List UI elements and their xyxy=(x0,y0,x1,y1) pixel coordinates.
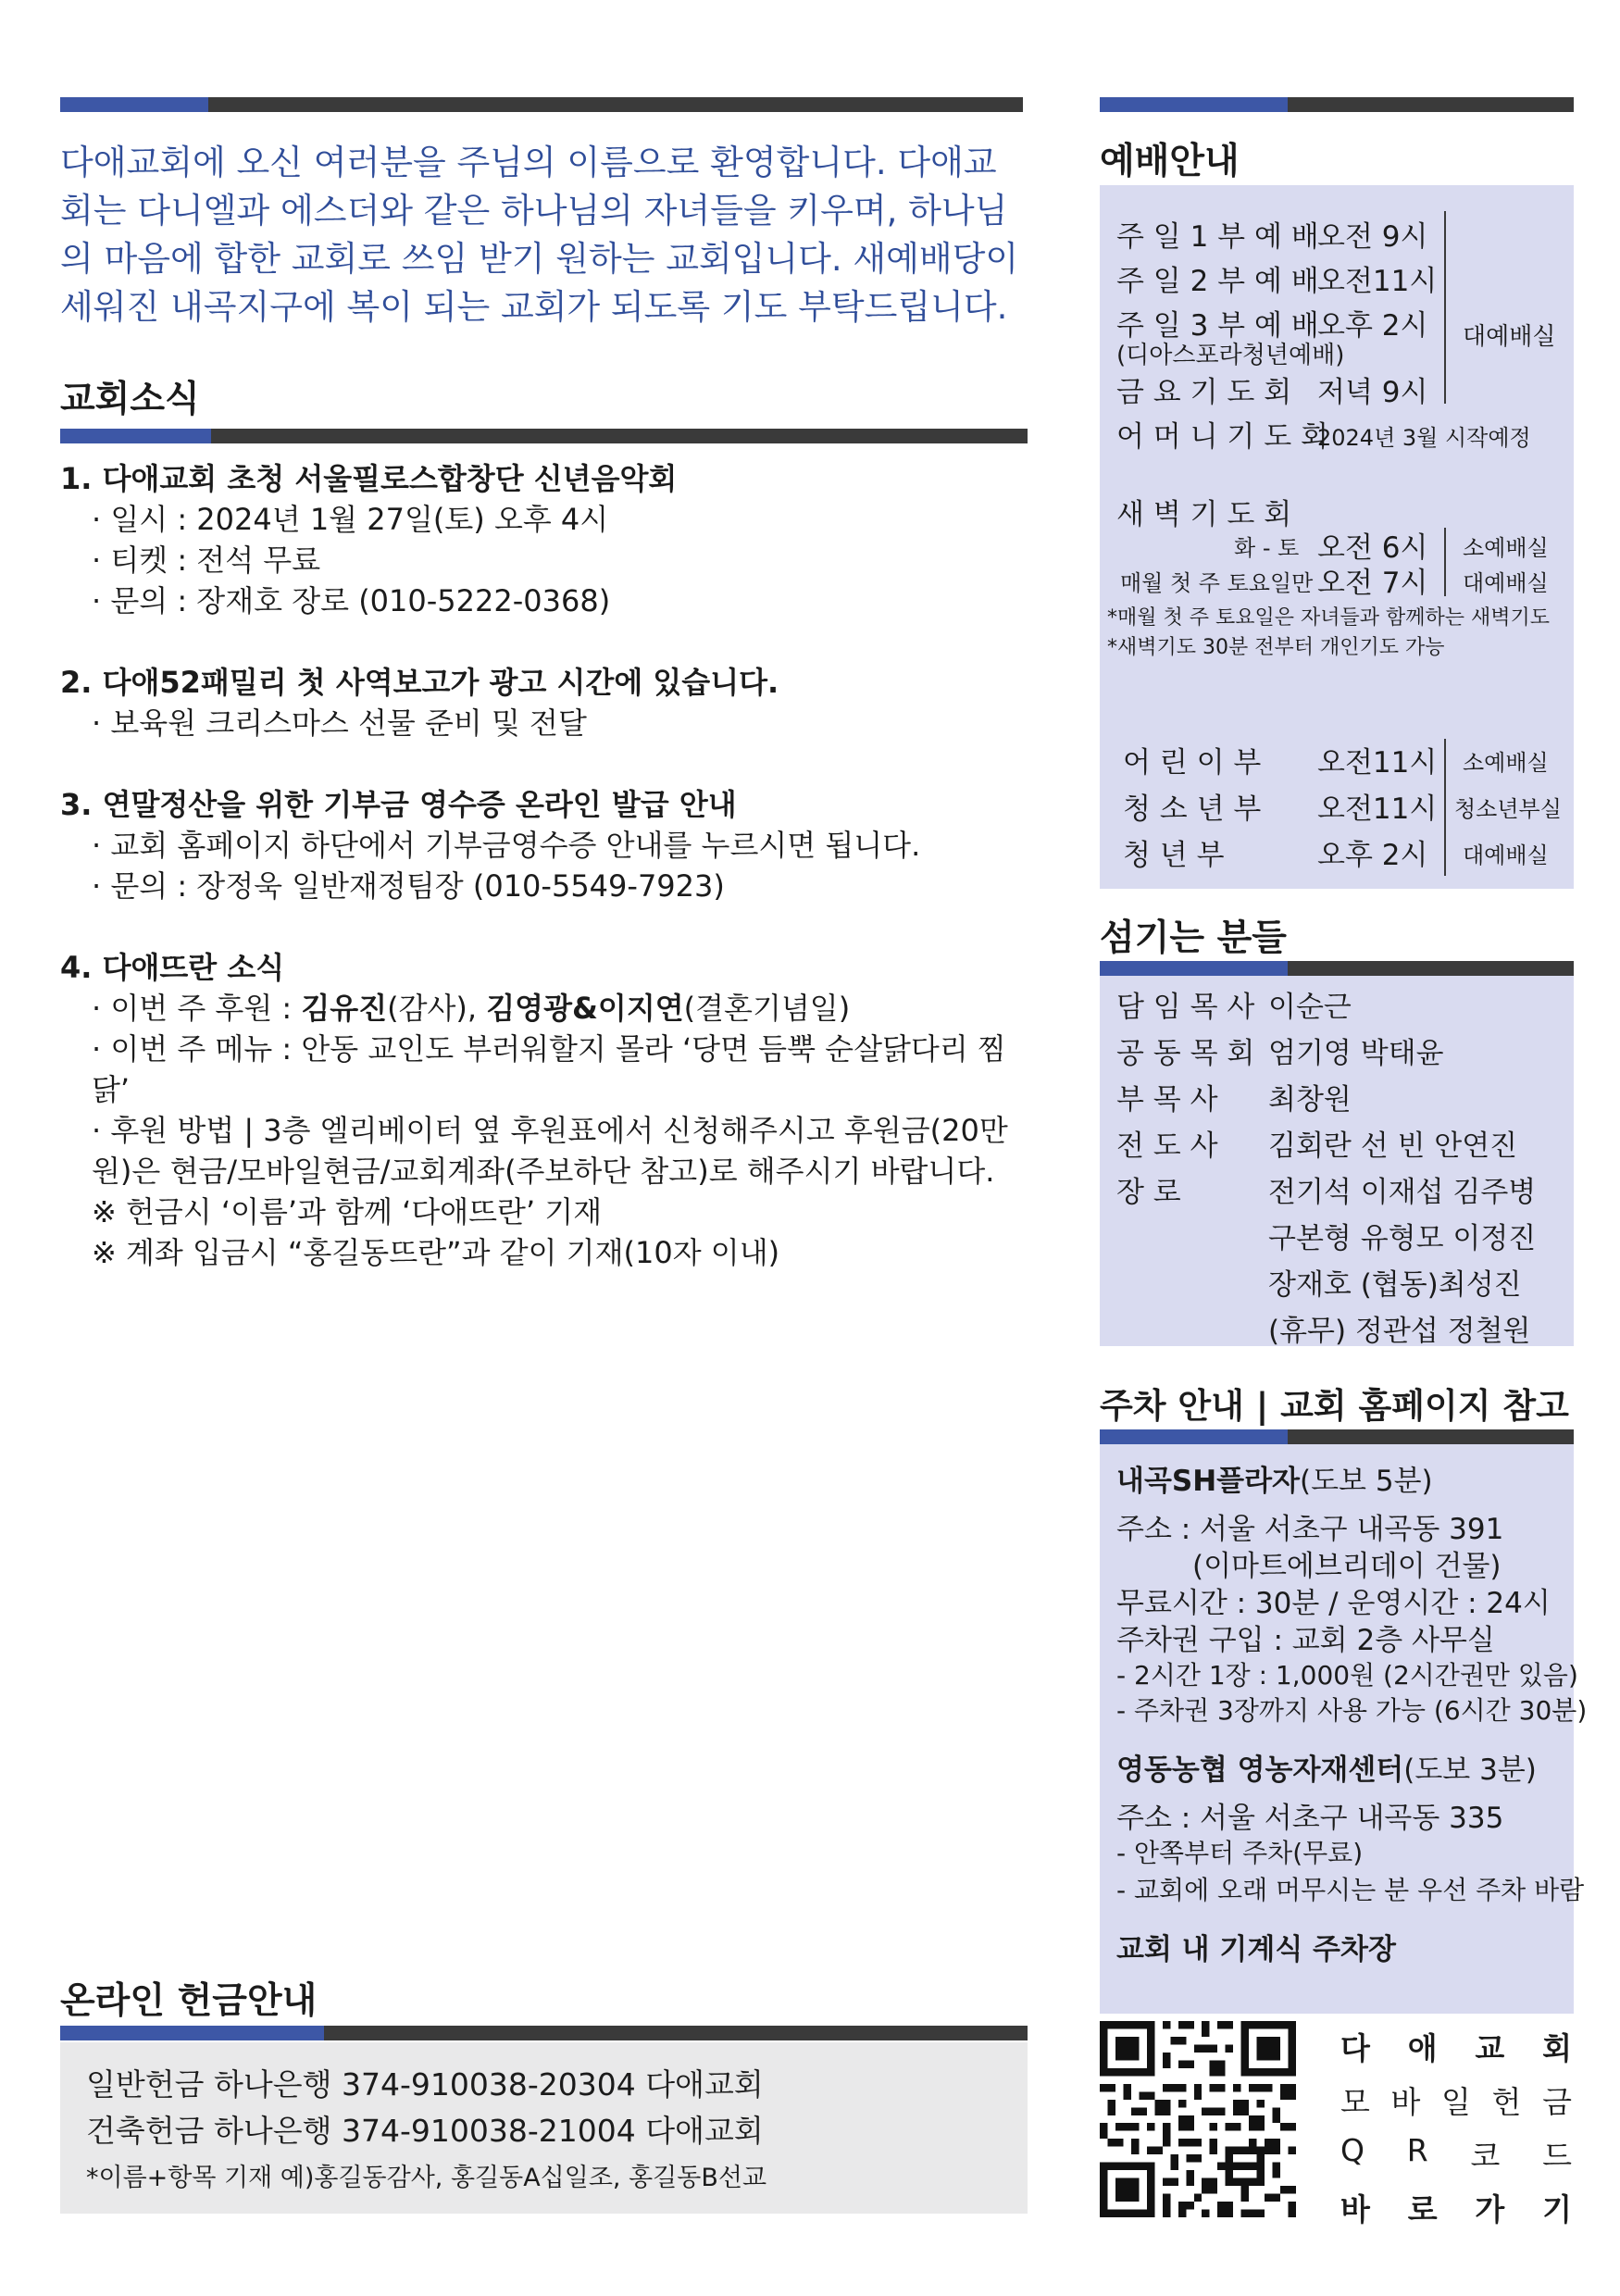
dept-time: 오후 2시 xyxy=(1317,839,1428,872)
server-names: 김회란 선 빈 안연진 xyxy=(1268,1129,1518,1163)
news-item-title: 2. 다애52패밀리 첫 사역보고가 광고 시간에 있습니다. xyxy=(60,665,779,700)
qr-caption-char: 드 xyxy=(1542,2138,1572,2174)
worship-place: 대예배실 xyxy=(1463,323,1556,351)
dept-place: 청소년부실 xyxy=(1454,796,1562,822)
divider xyxy=(1444,739,1446,876)
parking-lot-name: 내곡SH플라자 xyxy=(1116,1465,1301,1498)
servers-panel xyxy=(1100,976,1574,1346)
dawn-days: 화 - 토 xyxy=(1234,535,1300,561)
worship-name: 주 일 3 부 예 배 xyxy=(1116,309,1319,343)
worship-time: 오전 9시 xyxy=(1317,220,1428,254)
server-role: 공 동 목 회 xyxy=(1116,1037,1255,1070)
parking-line: - 안쪽부터 주차(무료) xyxy=(1116,1838,1364,1868)
worship-time: 2024년 3월 시작예정 xyxy=(1317,425,1531,451)
section-title-parking: 주차 안내 | 교회 홈페이지 참고 xyxy=(1100,1386,1569,1426)
qr-caption-char: 일 xyxy=(1441,2084,1471,2120)
welcome-message: 다애교회에 오신 여러분을 주님의 이름으로 환영합니다. 다애교회는 다니엘과 에스더와 같은 하나님의 자녀들을 키우며, 하나님의 마음에 합한 교회로 쓰임 받기 원하는 교회입니다. 새예배당이 세워진 내곡지구에 복이 되는 교회가 되도록 기도 부탁드립니다. xyxy=(60,143,1019,327)
server-names: 엄기영 박태윤 xyxy=(1268,1037,1444,1070)
dept-time: 오전11시 xyxy=(1317,792,1438,826)
section-title-worship: 예배안내 xyxy=(1100,141,1240,182)
divider xyxy=(1444,211,1446,404)
sponsor-name: 김유진 xyxy=(301,991,388,1026)
dawn-time: 오전 7시 xyxy=(1317,567,1428,600)
qr-caption-char: 바 xyxy=(1340,2191,1370,2227)
news-item-line: · 이번 주 메뉴 : 안동 교인도 부러워할지 몰라 ‘당면 듬뿍 순살닭다리 찜닭’ xyxy=(92,1031,1006,1107)
walk-time: (도보 5분) xyxy=(1300,1465,1433,1498)
sponsor-note: (결혼기념일) xyxy=(683,991,851,1026)
online-offering-box xyxy=(60,2042,1028,2214)
section-title-news: 교회소식 xyxy=(60,379,200,420)
top-rule-right xyxy=(1100,97,1574,112)
server-names: 구본형 유형모 이정진 xyxy=(1268,1222,1537,1255)
qr-caption-char: R xyxy=(1406,2132,1428,2168)
news-item-title: 3. 연말정산을 위한 기부금 영수증 온라인 발급 안내 xyxy=(60,787,737,822)
parking-line: (이마트에브리데이 건물) xyxy=(1192,1550,1502,1583)
qr-caption-char: 바 xyxy=(1390,2084,1421,2120)
sponsor-name: 김영광&이지연 xyxy=(486,991,684,1026)
worship-name: 주 일 2 부 예 배 xyxy=(1116,265,1319,298)
news-item-1 xyxy=(60,458,1032,621)
parking-line: 주소 : 서울 서초구 내곡동 391 xyxy=(1116,1513,1504,1546)
news-item-title: 1. 다애교회 초청 서울필로스합창단 신년음악회 xyxy=(60,461,678,496)
news-item-line xyxy=(60,988,1032,1029)
qr-caption-line-4[interactable] xyxy=(1340,2186,1572,2229)
worship-name: 주 일 1 부 예 배 xyxy=(1116,220,1319,254)
dawn-days: 매월 첫 주 토요일만 xyxy=(1120,570,1314,596)
news-item-4 xyxy=(60,947,1032,1273)
parking-3-title xyxy=(1116,1926,1396,1967)
server-names: 전기석 이재섭 김주병 xyxy=(1268,1176,1537,1209)
dawn-place: 소예배실 xyxy=(1463,535,1549,561)
worship-subtitle: (디아스포라청년예배) xyxy=(1116,342,1345,369)
server-role: 부 목 사 xyxy=(1116,1083,1218,1117)
walk-time: (도보 3분) xyxy=(1403,1753,1537,1787)
qr-caption-char: 가 xyxy=(1475,2191,1505,2227)
worship-name: 어 머 니 기 도 회 xyxy=(1116,420,1328,454)
server-role: 장 로 xyxy=(1116,1176,1181,1209)
qr-caption-char: 기 xyxy=(1542,2191,1572,2227)
worship-time: 오후 2시 xyxy=(1317,309,1428,343)
qr-caption-char: 코 xyxy=(1470,2138,1501,2174)
parking-2-title xyxy=(1116,1746,1537,1788)
offering-note: *이름+항목 기재 예)홍길동감사, 홍길동A십일조, 홍길동B선교 xyxy=(86,2164,767,2192)
parking-panel xyxy=(1100,1444,1588,2014)
server-names: 이순근 xyxy=(1268,991,1352,1024)
server-role: 전 도 사 xyxy=(1116,1129,1218,1163)
qr-caption-char: 로 xyxy=(1407,2191,1438,2227)
news-item-line: · 보육원 크리스마스 선물 준비 및 전달 xyxy=(92,705,587,741)
account-building: 건축헌금 하나은행 374-910038-21004 다애교회 xyxy=(86,2113,764,2149)
section-title-online-offering: 온라인 헌금안내 xyxy=(60,1980,318,2022)
parking-lot-name: 교회 내 기계식 주차장 xyxy=(1116,1933,1396,1966)
worship-time: 저녁 9시 xyxy=(1317,376,1428,409)
news-rule xyxy=(60,429,1028,443)
divider xyxy=(1444,528,1446,596)
dept-name: 청 년 부 xyxy=(1123,839,1225,872)
server-role: 담 임 목 사 xyxy=(1116,991,1255,1024)
news-item-line: ※ 계좌 입금시 “홍길동뜨란”과 같이 기재(10자 이내) xyxy=(92,1235,780,1270)
qr-caption-line-3 xyxy=(1340,2132,1572,2176)
qr-caption-char: 애 xyxy=(1407,2030,1438,2066)
qr-code-image[interactable] xyxy=(1100,2021,1296,2217)
news-item-line: · 후원 방법 | 3층 엘리베이터 옆 후원표에서 신청해주시고 후원금(20만원)은 현금/모바일현금/교회계좌(주보하단 참고)로 해주시기 바랍니다. xyxy=(92,1113,1008,1189)
qr-caption-char: 헌 xyxy=(1491,2084,1522,2120)
parking-line: - 교회에 오래 머무시는 분 우선 주차 바람 xyxy=(1116,1875,1585,1905)
dawn-note: *새벽기도 30분 전부터 개인기도 가능 xyxy=(1107,636,1445,659)
qr-caption-line-1 xyxy=(1340,2025,1572,2068)
server-names: 장재호 (협동)최성진 xyxy=(1268,1268,1522,1302)
qr-caption-line-2 xyxy=(1340,2078,1572,2122)
qr-caption-char: 교 xyxy=(1475,2030,1505,2066)
qr-caption-char: 모 xyxy=(1340,2084,1370,2120)
account-general: 일반헌금 하나은행 374-910038-20304 다애교회 xyxy=(86,2066,764,2103)
parking-line: 무료시간 : 30분 / 운영시간 : 24시 xyxy=(1116,1587,1551,1620)
qr-caption-char: 회 xyxy=(1542,2030,1572,2066)
news-item-3 xyxy=(60,784,1032,906)
news-item-line: · 일시 : 2024년 1월 27일(토) 오후 4시 xyxy=(92,502,609,537)
parking-rule xyxy=(1100,1429,1574,1444)
qr-caption-char: Q xyxy=(1340,2132,1365,2168)
news-item-line: · 문의 : 장재호 장로 (010-5222-0368) xyxy=(92,583,611,618)
qr-caption-char: 다 xyxy=(1340,2030,1370,2066)
news-item-line: · 티켓 : 전석 무료 xyxy=(92,543,321,578)
section-title-servers: 섬기는 분들 xyxy=(1100,917,1287,959)
sponsor-label: · 이번 주 후원 : xyxy=(92,991,302,1026)
parking-lot-name: 영동농협 영농자재센터 xyxy=(1116,1753,1404,1787)
online-rule xyxy=(60,2026,1028,2040)
dept-place: 소예배실 xyxy=(1463,750,1549,776)
news-item-2 xyxy=(60,662,1032,743)
parking-1-title xyxy=(1116,1457,1433,1499)
news-item-line: · 문의 : 장정욱 일반재정팀장 (010-5549-7923) xyxy=(92,868,725,904)
dawn-note: *매월 첫 주 토요일은 자녀들과 함께하는 새벽기도 xyxy=(1107,606,1551,630)
top-rule-left xyxy=(60,97,1023,112)
qr-caption-char: 금 xyxy=(1542,2084,1572,2120)
worship-time: 오전11시 xyxy=(1317,265,1438,298)
worship-panel xyxy=(1100,185,1574,889)
news-item-line: · 교회 홈페이지 하단에서 기부금영수증 안내를 누르시면 됩니다. xyxy=(92,828,921,863)
news-item-title: 4. 다애뜨란 소식 xyxy=(60,950,285,985)
parking-line: 주차권 구입 : 교회 2층 사무실 xyxy=(1116,1624,1495,1657)
server-names: (휴무) 정관섭 정철원 xyxy=(1268,1315,1531,1348)
news-item-line: ※ 헌금시 ‘이름’과 함께 ‘다애뜨란’ 기재 xyxy=(92,1194,603,1229)
servers-rule xyxy=(1100,961,1574,976)
server-names: 최창원 xyxy=(1268,1083,1352,1117)
worship-name: 금 요 기 도 회 xyxy=(1116,376,1292,409)
dawn-time: 오전 6시 xyxy=(1317,531,1428,565)
sponsor-note: (감사), xyxy=(387,991,487,1026)
dawn-place: 대예배실 xyxy=(1463,570,1549,596)
news-list xyxy=(60,458,1032,1314)
dept-name: 어 린 이 부 xyxy=(1123,746,1262,780)
parking-line: - 주차권 3장까지 사용 가능 (6시간 30분) xyxy=(1116,1695,1588,1726)
parking-line: - 2시간 1장 : 1,000원 (2시간권만 있음) xyxy=(1116,1660,1578,1691)
dept-place: 대예배실 xyxy=(1463,842,1549,868)
dept-name: 청 소 년 부 xyxy=(1123,792,1262,826)
dawn-prayer-title: 새 벽 기 도 회 xyxy=(1116,498,1292,531)
parking-line: 주소 : 서울 서초구 내곡동 335 xyxy=(1116,1802,1504,1835)
dept-time: 오전11시 xyxy=(1317,746,1438,780)
